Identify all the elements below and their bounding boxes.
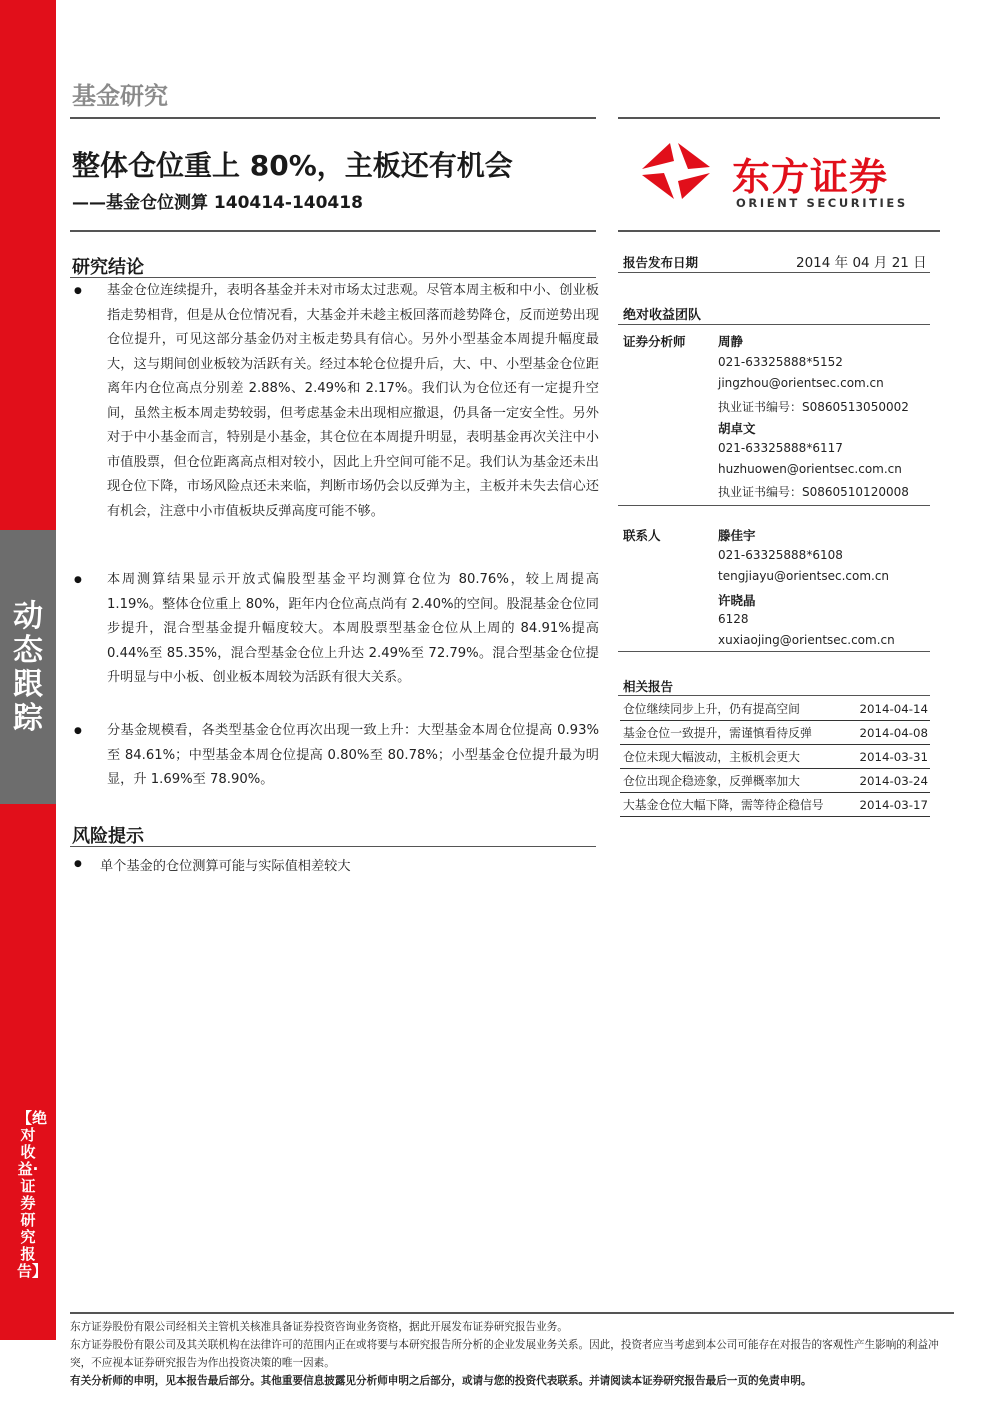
bullet-icon: ● <box>74 575 82 585</box>
analyst-email[interactable]: huzhuowen@orientsec.com.cn <box>718 462 902 476</box>
conclusion-heading: 研究结论 <box>72 257 144 278</box>
table-row[interactable] <box>620 769 930 793</box>
related-heading: 相关报告 <box>623 679 674 694</box>
contact-phone: 6128 <box>718 612 749 626</box>
analyst-phone: 021-63325888*5152 <box>718 355 843 369</box>
divider <box>618 651 930 652</box>
table-row[interactable] <box>620 793 930 817</box>
brand-name-cn: 东方证券 <box>732 155 889 199</box>
footer-disclaimer <box>70 1318 956 1390</box>
analyst-name: 周静 <box>718 334 744 349</box>
related-reports-table <box>620 697 930 817</box>
report-date: 2014-03-24 <box>848 769 930 793</box>
contact-name: 许晓晶 <box>718 593 756 608</box>
divider <box>70 230 596 232</box>
conclusion-paragraph: 分基金规模看，各类型基金仓位再次出现一致上升：大型基金本周仓位提高 0.93%至 84.61%；中型基金本周仓位提高 0.80%至 80.78%；小型基金仓位提升最为明显，升 1.69%至 78.90%。 <box>107 723 599 787</box>
divider <box>618 505 930 506</box>
contact-email[interactable]: xuxiaojing@orientsec.com.cn <box>718 633 895 647</box>
bullet-icon: ● <box>74 726 82 736</box>
publish-date-label: 报告发布日期 <box>623 255 699 270</box>
sidebar-red-bottom <box>0 804 56 1340</box>
report-title[interactable]: 大基金仓位大幅下降，需等待企稳信号 <box>620 793 848 817</box>
footer-line: 东方证券股份有限公司经相关主管机关核准具备证券投资咨询业务资格，据此开展发布证券研究报告业务。 <box>70 1321 568 1333</box>
divider <box>618 695 930 696</box>
divider <box>618 272 930 273</box>
divider <box>70 846 596 847</box>
table-row[interactable] <box>620 721 930 745</box>
report-title[interactable]: 仓位出现企稳迹象，反弹概率加大 <box>620 769 848 793</box>
conclusion-paragraph: 基金仓位连续提升，表明各基金并未对市场太过悲观。尽管本周主板和中小、创业板指走势相背，但是从仓位情况看，大基金并未趁主板回落而趁势降仓，反而逆势出现仓位提升，可见这部分基金仍对主板走势具有信心。另外小型基金本周提升幅度最大，这与期间创业板较为活跃有关。经过本轮仓位提升后，大、中、小型基金仓位距离年内仓位高点分别差 2.88%、2.49%和 2.17%。我们认为仓位还有一定提升空间，虽然主板本周走势较弱，但考虑基金未出现相应撤退，仍具备一定安全性。另外对于中小基金而言，特别是小基金，其仓位在本周提升明显，表明基金再次关注中小市值股票，但仓位距离高点相对较小，因此上升空间可能不足。我们认为基金还未出现仓位下降，市场风险点还未来临，判断市场仍会以反弹为主，主板并未失去信心还有机会，注意中小市值板块反弹高度可能不够。 <box>107 283 599 519</box>
report-date: 2014-03-17 <box>848 793 930 817</box>
page-title: 整体仓位重上 80%，主板还有机会 <box>72 149 513 182</box>
contact-email[interactable]: tengjiayu@orientsec.com.cn <box>718 569 890 583</box>
divider <box>618 324 930 325</box>
table-row[interactable] <box>620 745 930 769</box>
contact-phone: 021-63325888*6108 <box>718 548 843 562</box>
analyst-email[interactable]: jingzhou@orientsec.com.cn <box>718 376 884 390</box>
footer-line-bold: 有关分析师的申明，见本报告最后部分。其他重要信息披露见分析师申明之后部分，或请与您的投资代表联系。并请阅读本证券研究报告最后一页的免责申明。 <box>70 1375 812 1387</box>
sidebar-category: 动态跟踪 <box>13 599 43 736</box>
report-date: 2014-03-31 <box>848 745 930 769</box>
conclusion-paragraph: 本周测算结果显示开放式偏股型基金平均测算仓位为 80.76%，较上周提高 1.19%。整体仓位重上 80%，距年内仓位高点尚有 2.40%的空间。股混基金仓位同步提升，混合型基金提升幅度较大。本周股票型基金仓位从上周的 84.91%提高 0.44%至 85.35%，混合型基金仓位上升达 2.49%至 72.79%。混合型基金仓位提升明显与中小板、创业板本周较为活跃有很大关系。 <box>107 572 599 685</box>
report-date: 2014-04-08 <box>848 721 930 745</box>
report-title[interactable]: 仓位继续同步上升，仍有提高空间 <box>620 697 848 721</box>
divider <box>618 230 940 232</box>
risk-heading: 风险提示 <box>72 826 144 847</box>
footer-line: 东方证券股份有限公司及其关联机构在法律许可的范围内正在或将要与本研究报告所分析的企业发展业务关系。因此，投资者应当考虑到本公司可能存在对报告的客观性产生影响的利益冲突，不应视本证券研究报告为作出投资决策的唯一因素。 <box>70 1339 939 1369</box>
brand-name-en: ORIENT SECURITIES <box>736 196 908 210</box>
bullet-icon: ● <box>74 286 82 296</box>
analyst-name: 胡卓文 <box>718 421 756 436</box>
contact-name: 滕佳宇 <box>718 528 756 543</box>
team-name: 绝对收益团队 <box>623 308 702 323</box>
orient-logo-icon <box>638 141 718 201</box>
divider <box>618 117 940 119</box>
report-title[interactable]: 基金仓位一致提升，需谨慎看待反弹 <box>620 721 848 745</box>
analyst-license: 执业证书编号：S0860510120008 <box>718 485 909 499</box>
page-subtitle: ——基金仓位测算 140414-140418 <box>72 193 363 213</box>
publish-date: 2014 年 04 月 21 日 <box>796 255 927 271</box>
footer-divider <box>70 1312 954 1314</box>
sidebar-series: 【绝对收益·证券研究报告】 <box>17 1109 48 1280</box>
contact-label: 联系人 <box>623 528 661 543</box>
divider <box>70 277 596 278</box>
analyst-label: 证券分析师 <box>623 334 686 349</box>
report-title[interactable]: 仓位未现大幅波动，主板机会更大 <box>620 745 848 769</box>
section-label: 基金研究 <box>72 82 168 110</box>
risk-item: 单个基金的仓位测算可能与实际值相差较大 <box>100 859 351 874</box>
sidebar-gray-band <box>0 530 56 804</box>
table-row[interactable] <box>620 697 930 721</box>
sidebar-red-top <box>0 0 56 530</box>
analyst-license: 执业证书编号：S0860513050002 <box>718 400 909 414</box>
divider <box>70 117 596 119</box>
analyst-phone: 021-63325888*6117 <box>718 441 843 455</box>
bullet-icon: ● <box>74 859 82 869</box>
report-date: 2014-04-14 <box>848 697 930 721</box>
